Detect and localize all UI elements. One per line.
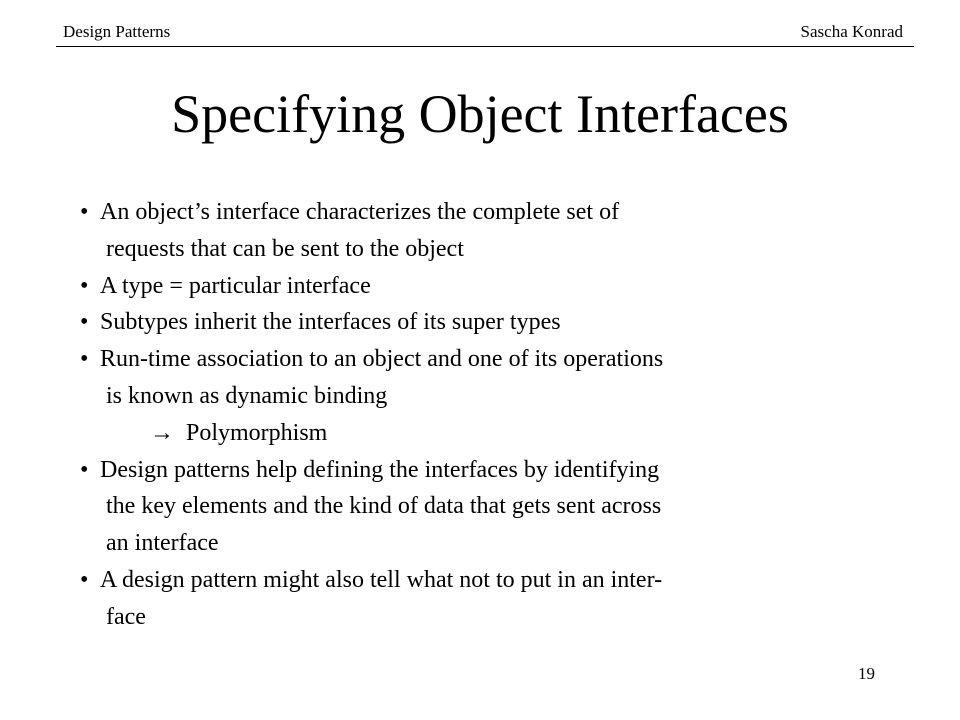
slide-title: Specifying Object Interfaces (171, 84, 789, 144)
bullet-text: Design patterns help defining the interfaces by identifying (100, 456, 660, 483)
bullet-marker: • (80, 566, 89, 593)
right-arrow-icon: → (150, 419, 174, 446)
bullet-marker: • (80, 272, 89, 299)
bullet-continuation: face (106, 603, 146, 630)
bullet-marker: • (80, 346, 89, 373)
bullet-continuation: an interface (106, 530, 219, 557)
bullet-marker: • (80, 456, 89, 483)
bullet-item (80, 194, 880, 231)
bullet-text: A design pattern might also tell what not to put in an inter- (100, 566, 663, 593)
bullet-item (80, 268, 880, 305)
bullet-continuation: is known as dynamic binding (106, 382, 388, 409)
page-number: 19 (858, 664, 875, 683)
bullet-marker: • (80, 309, 89, 336)
bullet-text: A type = particular interface (100, 272, 371, 299)
bullet-text: Run-time association to an object and one of its operations (100, 346, 664, 373)
bullet-marker: • (80, 199, 89, 225)
bullet-continuation: the key elements and the kind of data that gets sent across (106, 493, 662, 520)
bullet-item (80, 562, 880, 599)
arrow-note (80, 415, 880, 452)
bullet-item (80, 341, 880, 378)
bullet-continuation: requests that can be sent to the object (106, 235, 464, 262)
header-author: Sascha Konrad (800, 22, 903, 41)
bullet-text: An object’s interface characterizes the complete set of (100, 199, 620, 225)
arrow-note-text: Polymorphism (186, 419, 328, 446)
bullet-text: Subtypes inherit the interfaces of its super types (100, 309, 561, 336)
bullet-item (80, 452, 880, 489)
header-divider (56, 46, 914, 47)
header-course-title: Design Patterns (63, 22, 171, 41)
bullet-item (80, 304, 880, 341)
bullet-list (80, 194, 880, 636)
